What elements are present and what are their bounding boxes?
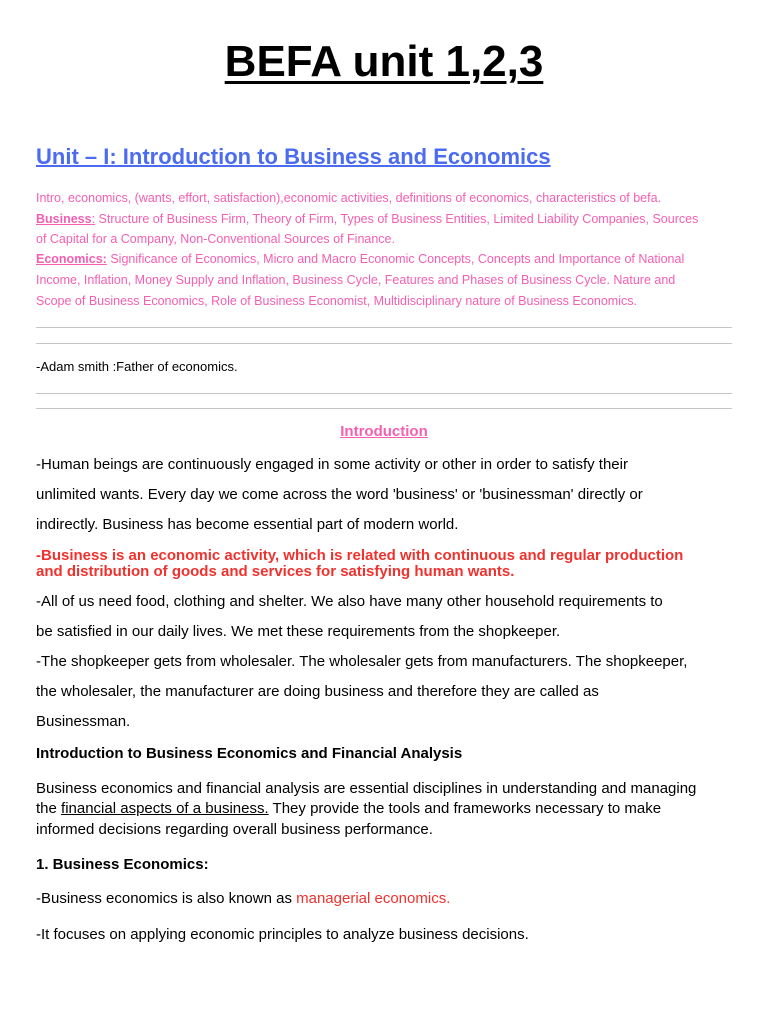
- business-colon: :: [91, 212, 96, 226]
- divider: [36, 408, 732, 409]
- text-segment: the: [36, 800, 62, 817]
- text-line: -The shopkeeper gets from wholesaler. The wholesaler gets from manufacturers. The shopkeeper,: [36, 653, 688, 670]
- syllabus-economics-line-cont-2: Scope of Business Economics, Role of Business Economist, Multidisciplinary nature of Business Economics.: [36, 294, 637, 308]
- text-line: be satisfied in our daily lives. We met these requirements from the shopkeeper.: [36, 623, 561, 640]
- text-line: the wholesaler, the manufacturer are doing business and therefore they are called as: [36, 683, 599, 700]
- syllabus-intro-line: Intro, economics, (wants, effort, satisfaction),economic activities, definitions of economics, characteristics of befa.: [36, 191, 662, 205]
- text-line: -It focuses on applying economic principles to analyze business decisions.: [36, 926, 529, 943]
- syllabus-business-line-cont: of Capital for a Company, Non-Conventional Sources of Finance.: [36, 232, 395, 246]
- section-heading: Introduction to Business Economics and Financial Analysis: [36, 745, 463, 762]
- text-line: and distribution of goods and services for satisfying human wants.: [36, 563, 515, 580]
- text-segment: -Business economics is also known as: [36, 890, 297, 907]
- business-economics-heading: 1. Business Economics:: [36, 856, 209, 873]
- text-line: -Human beings are continuously engaged in some activity or other in order to satisfy their: [36, 456, 628, 473]
- divider: [36, 343, 732, 344]
- unit-heading: Unit – I: Introduction to Business and Economics: [36, 144, 551, 169]
- text-line: Business economics and financial analysis are essential disciplines in understanding and managing: [36, 780, 697, 797]
- introduction-heading: Introduction: [340, 423, 428, 440]
- text-line: -Business is an economic activity, which is related with continuous and regular production: [36, 547, 684, 564]
- divider: [36, 327, 732, 328]
- syllabus-business-line: [36, 209, 698, 229]
- economics-label: Economics:: [36, 252, 107, 266]
- business-topics: Structure of Business Firm, Theory of Firm, Types of Business Entities, Limited Liability Companies, Sources: [95, 212, 699, 226]
- syllabus-economics-line-cont-1: Income, Inflation, Money Supply and Inflation, Business Cycle, Features and Phases of Business Cycle. Nature and: [36, 273, 676, 287]
- underlined-phrase: financial aspects of a business.: [61, 800, 269, 817]
- economics-topics: Significance of Economics, Micro and Macro Economic Concepts, Concepts and Importance of National: [106, 252, 685, 266]
- text-line: unlimited wants. Every day we come across the word 'business' or 'businessman' directly or: [36, 486, 643, 503]
- text-line: [36, 889, 450, 909]
- divider: [36, 393, 732, 394]
- text-line: -All of us need food, clothing and shelter. We also have many other household requirements to: [36, 593, 663, 610]
- text-segment: They provide the tools and frameworks necessary to make: [268, 800, 662, 817]
- text-line: [36, 799, 661, 819]
- document-title: BEFA unit 1,2,3: [224, 37, 544, 86]
- business-label: Business: [36, 212, 92, 226]
- text-line: informed decisions regarding overall business performance.: [36, 821, 433, 838]
- highlighted-term: managerial economics.: [296, 890, 451, 907]
- note-adam-smith: -Adam smith :Father of economics.: [36, 359, 238, 374]
- text-line: indirectly. Business has become essential part of modern world.: [36, 516, 459, 533]
- syllabus-economics-line: [36, 249, 684, 269]
- text-line: Businessman.: [36, 713, 131, 730]
